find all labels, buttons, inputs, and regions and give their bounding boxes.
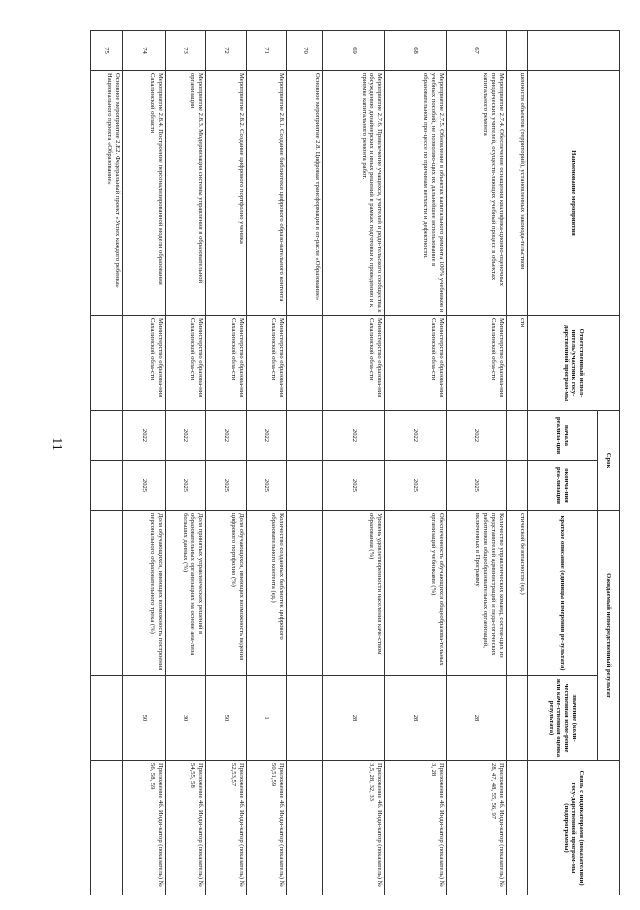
table-row bbox=[123, 31, 166, 896]
cell-responsible: сти bbox=[506, 316, 527, 411]
header-link: Связь с индикаторами (показателями) госу-дарственной програм-мы (подпрограммы) bbox=[528, 761, 620, 895]
cell-value bbox=[506, 676, 527, 761]
cell-responsible bbox=[287, 316, 323, 411]
cell-start: 2022 bbox=[123, 411, 166, 461]
header-num bbox=[528, 31, 620, 71]
cell-end bbox=[506, 461, 527, 511]
cell-end: 2025 bbox=[246, 461, 287, 511]
cell-start: 2022 bbox=[385, 411, 447, 461]
cell-responsible: Министерство образова-ния Сахалинской обла-сти bbox=[246, 316, 287, 411]
cell-name: Мероприятие 2.7.6. Привлечение учащихся, учителей и роди-тельского сообщества к обсуждению дизайнерских и иных решений в рамках подготовки к проведению и к приемке капитального ремонта работ. bbox=[323, 71, 385, 316]
cell-start bbox=[506, 411, 527, 461]
table-row bbox=[246, 31, 287, 896]
table-container bbox=[90, 30, 620, 895]
cell-desc: Количество созданных библиотек цифрового образовательного контента (ед.) bbox=[246, 511, 287, 676]
cell-num: 71 bbox=[246, 31, 287, 71]
cell-desc: Доля обучающихся, имеющих возможность построения персонального образовательного трека (%) bbox=[123, 511, 166, 676]
cell-start bbox=[287, 411, 323, 461]
cell-end: 2025 bbox=[165, 461, 206, 511]
cell-name: Основное мероприятие 2.8. Цифровая трансформация в от-расли «Образование» bbox=[287, 71, 323, 316]
cell-start: 2022 bbox=[323, 411, 385, 461]
cell-responsible: Министерство образова-ния Сахалинской обла-сти bbox=[447, 316, 507, 411]
cell-link: Приложение 4б. Инди-катор (показатель) № 52,53,57 bbox=[206, 761, 247, 895]
header-term-end: оконча-ния реа-лизации bbox=[528, 461, 598, 511]
cell-num: 75 bbox=[91, 31, 123, 71]
cell-link bbox=[506, 761, 527, 895]
cell-value: 28 bbox=[385, 676, 447, 761]
cell-value: 1 bbox=[246, 676, 287, 761]
cell-num bbox=[506, 31, 527, 71]
cell-link: Приложение 4б. Инди-катор (показатель) № 54,55, 58 bbox=[165, 761, 206, 895]
header-result: Ожидаемый непосредственный результат bbox=[598, 511, 620, 761]
cell-desc: Обеспеченность обучающихся общеобразова-тельных организаций учебниками (%) bbox=[385, 511, 447, 676]
cell-start: 2022 bbox=[447, 411, 507, 461]
cell-num: 74 bbox=[123, 31, 166, 71]
cell-responsible: Министерство образова-ния Сахалинской обла-сти bbox=[206, 316, 247, 411]
cell-value bbox=[91, 676, 123, 761]
cell-responsible bbox=[91, 316, 123, 411]
cell-desc: Доля обучающихся, имеющих возможность ведения цифрового портфолио (%) bbox=[206, 511, 247, 676]
cell-start: 2022 bbox=[165, 411, 206, 461]
cell-value bbox=[287, 676, 323, 761]
cell-end: 2025 bbox=[323, 461, 385, 511]
cell-num: 69 bbox=[323, 31, 385, 71]
table-row-continuation bbox=[506, 31, 527, 896]
cell-link: Приложение 4б. Инди-катор (показатель) № 3, 28 bbox=[385, 761, 447, 895]
cell-link: Приложение 4б. Инди-катор (показатель) № 28, 47, 48, 55, 56, 97 bbox=[447, 761, 507, 895]
cell-end bbox=[91, 461, 123, 511]
rotated-table-wrapper bbox=[90, 30, 620, 895]
cell-desc: Доля принятых управленческих решений в образовательных организациях на основе ана-лиза больших данных (%) bbox=[165, 511, 206, 676]
cell-link bbox=[91, 761, 123, 895]
header-name: Наименование мероприятия bbox=[528, 71, 620, 316]
cell-desc: стической безопасности (ед.) bbox=[506, 511, 527, 676]
cell-name: Мероприятие 2.8.3. Модернизация системы управления в образовательной организации bbox=[165, 71, 206, 316]
cell-value: 30 bbox=[165, 676, 206, 761]
cell-end: 2025 bbox=[123, 461, 166, 511]
cell-desc: Количество управленческих команд, состоя-щих из представителей администраций и педа-гогических работников общеобразовательных организаций, включенных в Программу bbox=[447, 511, 507, 676]
cell-desc: Уровень удовлетворенности населения каче-ством образования (%) bbox=[323, 511, 385, 676]
cell-link: Приложение 4б. Инди-катор (показатель) № 56, 58, 59 bbox=[123, 761, 166, 895]
cell-name: шенности объектов (территорий), установленных законода-тельством bbox=[506, 71, 527, 316]
cell-num: 70 bbox=[287, 31, 323, 71]
cell-desc bbox=[287, 511, 323, 676]
cell-end: 2025 bbox=[447, 461, 507, 511]
cell-desc bbox=[91, 511, 123, 676]
cell-value: 28 bbox=[447, 676, 507, 761]
cell-responsible: Министерство образова-ния Сахалинской обла-сти bbox=[123, 316, 166, 411]
cell-name: Мероприятие 2.8.2. Создание цифрового портфолио ученика bbox=[206, 71, 247, 316]
cell-name: Основное мероприятие 2.Е2. Федеральный проект «Успех каждого ребенка» Национального проекта «Образование» bbox=[91, 71, 123, 316]
header-term: Срок bbox=[598, 411, 620, 511]
table-row bbox=[287, 31, 323, 896]
cell-name: Мероприятие 2.8.4. Построение персонализированной модели образования Сахалинской области bbox=[123, 71, 166, 316]
cell-start: 2022 bbox=[246, 411, 287, 461]
table-row bbox=[165, 31, 206, 896]
cell-name: Мероприятие 2.8.1. Создание библиотеки цифрового образо-вательного контента bbox=[246, 71, 287, 316]
cell-name: Мероприятие 2.7.4. Обеспечение оснащения квалифика-ционно-оценочных периодических учителей, осуществ-ляющих учебный процесс в объектах капитального ремонта bbox=[447, 71, 507, 316]
cell-num: 68 bbox=[385, 31, 447, 71]
measures-table bbox=[90, 30, 620, 895]
page-number: 11 bbox=[49, 437, 64, 451]
cell-end: 2025 bbox=[206, 461, 247, 511]
cell-start: 2022 bbox=[206, 411, 247, 461]
cell-num: 73 bbox=[165, 31, 206, 71]
header-result-desc: краткое описание (единицы измерения ре-зультата) bbox=[528, 511, 598, 676]
cell-responsible: Министерство образова-ния Сахалинской обла-сти bbox=[385, 316, 447, 411]
cell-link: Приложение 4б. Инди-катор (показатель) № 3,5, 28, 32, 33 bbox=[323, 761, 385, 895]
cell-end: 2025 bbox=[385, 461, 447, 511]
cell-name: Мероприятие 2.7.5. Обновление в объектах капитального ремонта 100% учебников и учебных пособий, не позволяю-щих их дальнейшее использование в образовательном про-цессе по причинам ветхости и дефектности. bbox=[385, 71, 447, 316]
table-row bbox=[385, 31, 447, 896]
table-row bbox=[447, 31, 507, 896]
header-responsible: Ответственный испол-нитель/участник госу-дарственной програм-мы bbox=[528, 316, 620, 411]
header-term-start: начала реализа-ции bbox=[528, 411, 598, 461]
cell-link bbox=[287, 761, 323, 895]
cell-start bbox=[91, 411, 123, 461]
cell-link: Приложение 4б. Инди-катор (показатель) № 50,51,59 bbox=[246, 761, 287, 895]
cell-value: 50 bbox=[206, 676, 247, 761]
cell-end bbox=[287, 461, 323, 511]
table-row bbox=[206, 31, 247, 896]
cell-responsible: Министерство образова-ния Сахалинской обла-сти bbox=[323, 316, 385, 411]
cell-value: 50 bbox=[123, 676, 166, 761]
cell-num: 67 bbox=[447, 31, 507, 71]
table-row bbox=[91, 31, 123, 896]
table-row bbox=[323, 31, 385, 896]
cell-responsible: Министерство образова-ния Сахалинской обла-сти bbox=[165, 316, 206, 411]
header-result-value: значение (коли-чественная изме-рение или каче-ственная оценка результата) bbox=[528, 676, 598, 761]
cell-num: 72 bbox=[206, 31, 247, 71]
cell-value: 28 bbox=[323, 676, 385, 761]
